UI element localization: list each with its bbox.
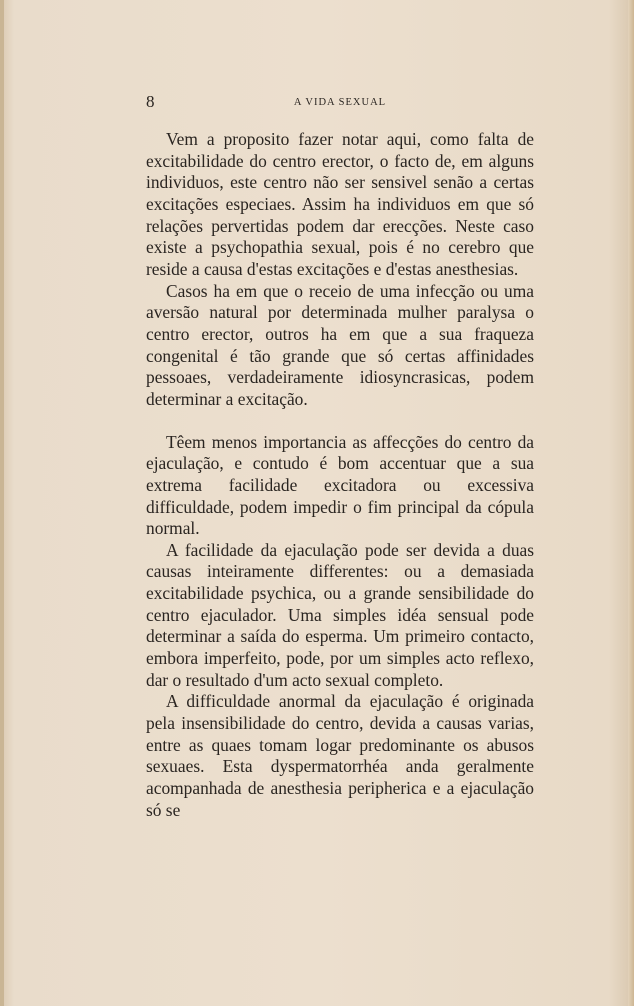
page-header: [146, 92, 534, 114]
paragraph: A facilidade da ejaculação pode ser devida a duas causas inteiramente differentes: ou a demasiada excitabilidade psychica, ou a grande sensibilidade do centro ejaculador. Uma simples idéa sensual pode determinar a saída do esperma. Um primeiro contacto, embora imperfeito, pode, por um simples acto reflexo, dar o resultado d'um acto sexual completo.: [146, 539, 534, 690]
page-number: 8: [146, 92, 155, 111]
paragraph: Casos ha em que o receio de uma infecção ou uma aversão natural por determinada mulher paralysa o centro erector, outros ha em que a sua fraqueza congenital é tão grande que só certas affinidades pessoaes, verdadeiramente idiosyncrasicas, podem determinar a excitação.: [146, 280, 534, 409]
paragraph: A difficuldade anormal da ejaculação é originada pela insensibilidade do centro, devida a causas varias, entre as quaes tomam logar predominante os abusos sexuaes. Esta dyspermatorrhéa anda geralmente acompanhada de anesthesia peripherica e a ejaculação só se: [146, 691, 534, 820]
page-left-edge: [0, 0, 4, 1006]
paragraph: Têem menos importancia as affecções do centro da ejaculação, e contudo é bom accentuar que a sua extrema facilidade excitadora ou excessiva difficuldade, podem impedir o fim principal da cópula normal.: [146, 431, 534, 539]
running-head: A VIDA SEXUAL: [293, 97, 387, 108]
paragraph: Vem a proposito fazer notar aqui, como falta de excitabilidade do centro erector, o facto de, em alguns individuos, este centro não ser sensivel senão a certas excitações especiaes. Assim ha individuos em que só relações pervertidas podem dar erecções. Neste caso existe a psychopathia sexual, pois é no cerebro que reside a causa d'estas excitações e d'estas anesthesias.: [146, 129, 534, 279]
page-right-edge: [628, 0, 634, 1006]
body-text: [146, 129, 534, 821]
